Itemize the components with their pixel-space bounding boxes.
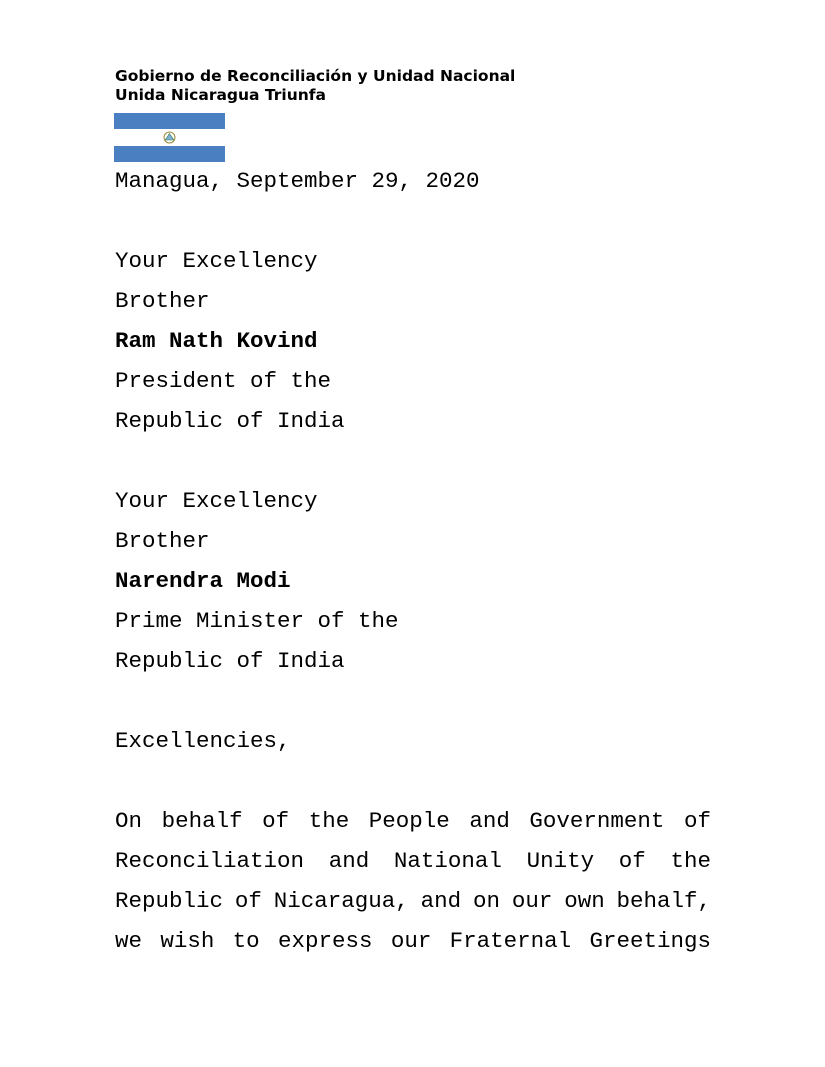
letterhead-line-2: Unida Nicaragua Triunfa (115, 86, 327, 104)
letter-date: Managua, September 29, 2020 (115, 168, 480, 194)
recipient-2-salutation: Your Excellency (115, 488, 318, 514)
recipient-2-position: Prime Minister of the (115, 608, 399, 634)
paragraph-line-1: On behalf of the People and Government of (115, 808, 711, 834)
recipient-2-title: Brother (115, 528, 210, 554)
recipient-1-title: Brother (115, 288, 210, 314)
spacer (115, 681, 711, 721)
spacer (115, 201, 711, 241)
letter-greeting: Excellencies, (115, 728, 291, 754)
recipient-1-name: Ram Nath Kovind (115, 328, 318, 354)
recipient-2-name: Narendra Modi (115, 568, 291, 594)
letterhead-line-1: Gobierno de Reconciliación y Unidad Nacional (115, 67, 516, 85)
letter-body (115, 161, 711, 961)
paragraph-line-2: Reconciliation and National Unity of the (115, 848, 711, 874)
letterhead (115, 67, 515, 105)
paragraph-line-4: we wish to express our Fraternal Greetings (115, 928, 712, 954)
recipient-1-salutation: Your Excellency (115, 248, 318, 274)
spacer (115, 761, 711, 801)
recipient-1-country: Republic of India (115, 408, 345, 434)
recipient-2-country: Republic of India (115, 648, 345, 674)
spacer (115, 441, 711, 481)
recipient-1-position: President of the (115, 368, 332, 394)
nicaragua-flag-icon (114, 113, 225, 162)
paragraph-line-3: Republic of Nicaragua, and on our own behalf, (115, 888, 712, 914)
